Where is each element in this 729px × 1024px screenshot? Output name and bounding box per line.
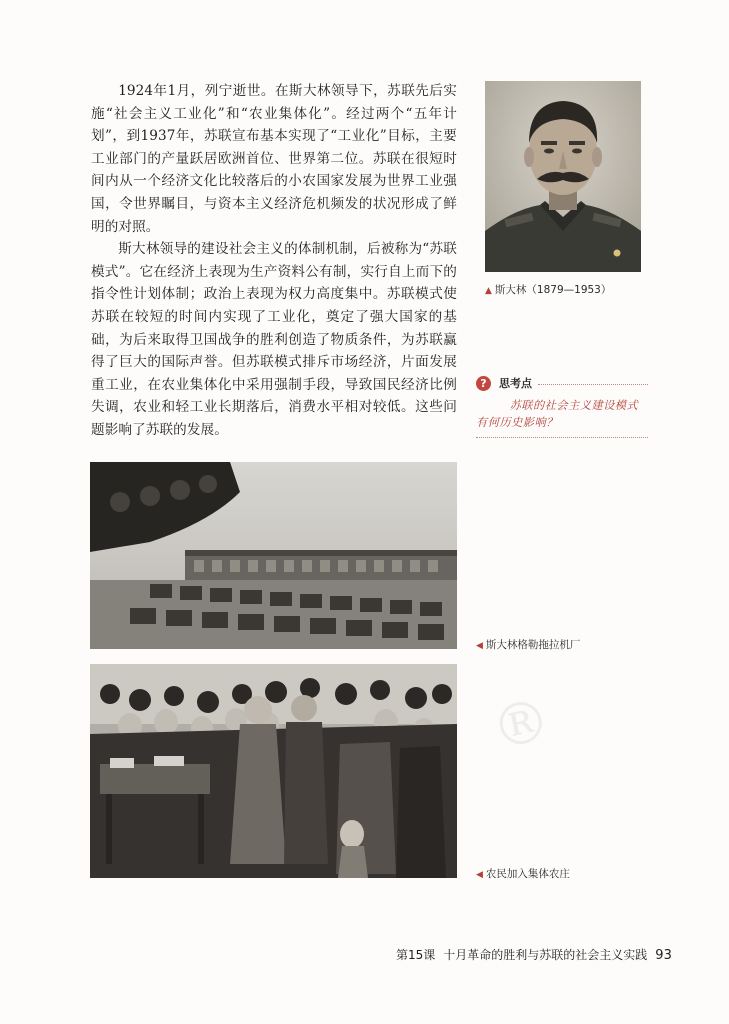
question-icon: ? (476, 376, 491, 391)
page-number: 93 (655, 948, 672, 963)
lesson-number: 第15课 (396, 948, 436, 962)
farm-caption-text: 农民加入集体农庄 (485, 868, 570, 880)
think-point-box (476, 375, 648, 438)
farm-caption (476, 866, 570, 881)
paragraph-2: 斯大林领导的建设社会主义的体制机制，后被称为“苏联模式”。它在经济上表现为生产资料公有制，实行自上而下的指令性计划体制；政治上表现为权力高度集中。苏联模式使苏联在较短的时间内实现了工业化，奠定了强大国家的基础，为后来取得卫国战争的胜利创造了物质条件，为苏联赢得了巨大的国际声誉。但苏联模式排斥市场经济，片面发展重工业，在农业集体化中采用强制手段，导致国民经济比例失调，农业和轻工业长期落后，消费水平相对较低。这些问题影响了苏联的发展。 (91, 241, 457, 438)
caption-marker-icon: ◀ (476, 870, 483, 880)
dotted-divider-bottom (476, 437, 648, 438)
portrait-caption (485, 282, 611, 297)
think-point-title: 思考点 (499, 377, 532, 390)
think-point-question: 苏联的社会主义建设模式有何历史影响？ (476, 399, 639, 429)
paragraph-1: 1924年1月，列宁逝世。在斯大林领导下，苏联先后实施“社会主义工业化”和“农业集体化”。经过两个“五年计划”，到1937年，苏联宣布基本实现了“工业化”目标，主要工业部门的产量跃居欧洲首位、世界第二位。苏联在很短时间内从一个经济文化比较落后的小农国家发展为世界工业强国，令世界瞩目，与资本主义经济危机频发的状况形成了鲜明的对照。 (91, 83, 457, 235)
caption-marker-icon: ▲ (485, 286, 492, 296)
collective-farm-photo (90, 664, 457, 878)
main-text (91, 80, 457, 442)
caption-marker-icon: ◀ (476, 641, 483, 651)
tractor-caption-text: 斯大林格勒拖拉机厂 (485, 639, 581, 651)
dotted-divider (538, 384, 648, 385)
stalin-portrait-photo (485, 81, 641, 272)
tractor-factory-photo (90, 462, 457, 649)
tractor-caption (476, 637, 580, 652)
page-footer (396, 946, 672, 963)
portrait-caption-text: 斯大林（1879—1953） (494, 284, 612, 296)
publisher-watermark: ® (485, 684, 557, 764)
think-point-header (476, 375, 648, 391)
lesson-title: 十月革命的胜利与苏联的社会主义实践 (443, 948, 648, 962)
